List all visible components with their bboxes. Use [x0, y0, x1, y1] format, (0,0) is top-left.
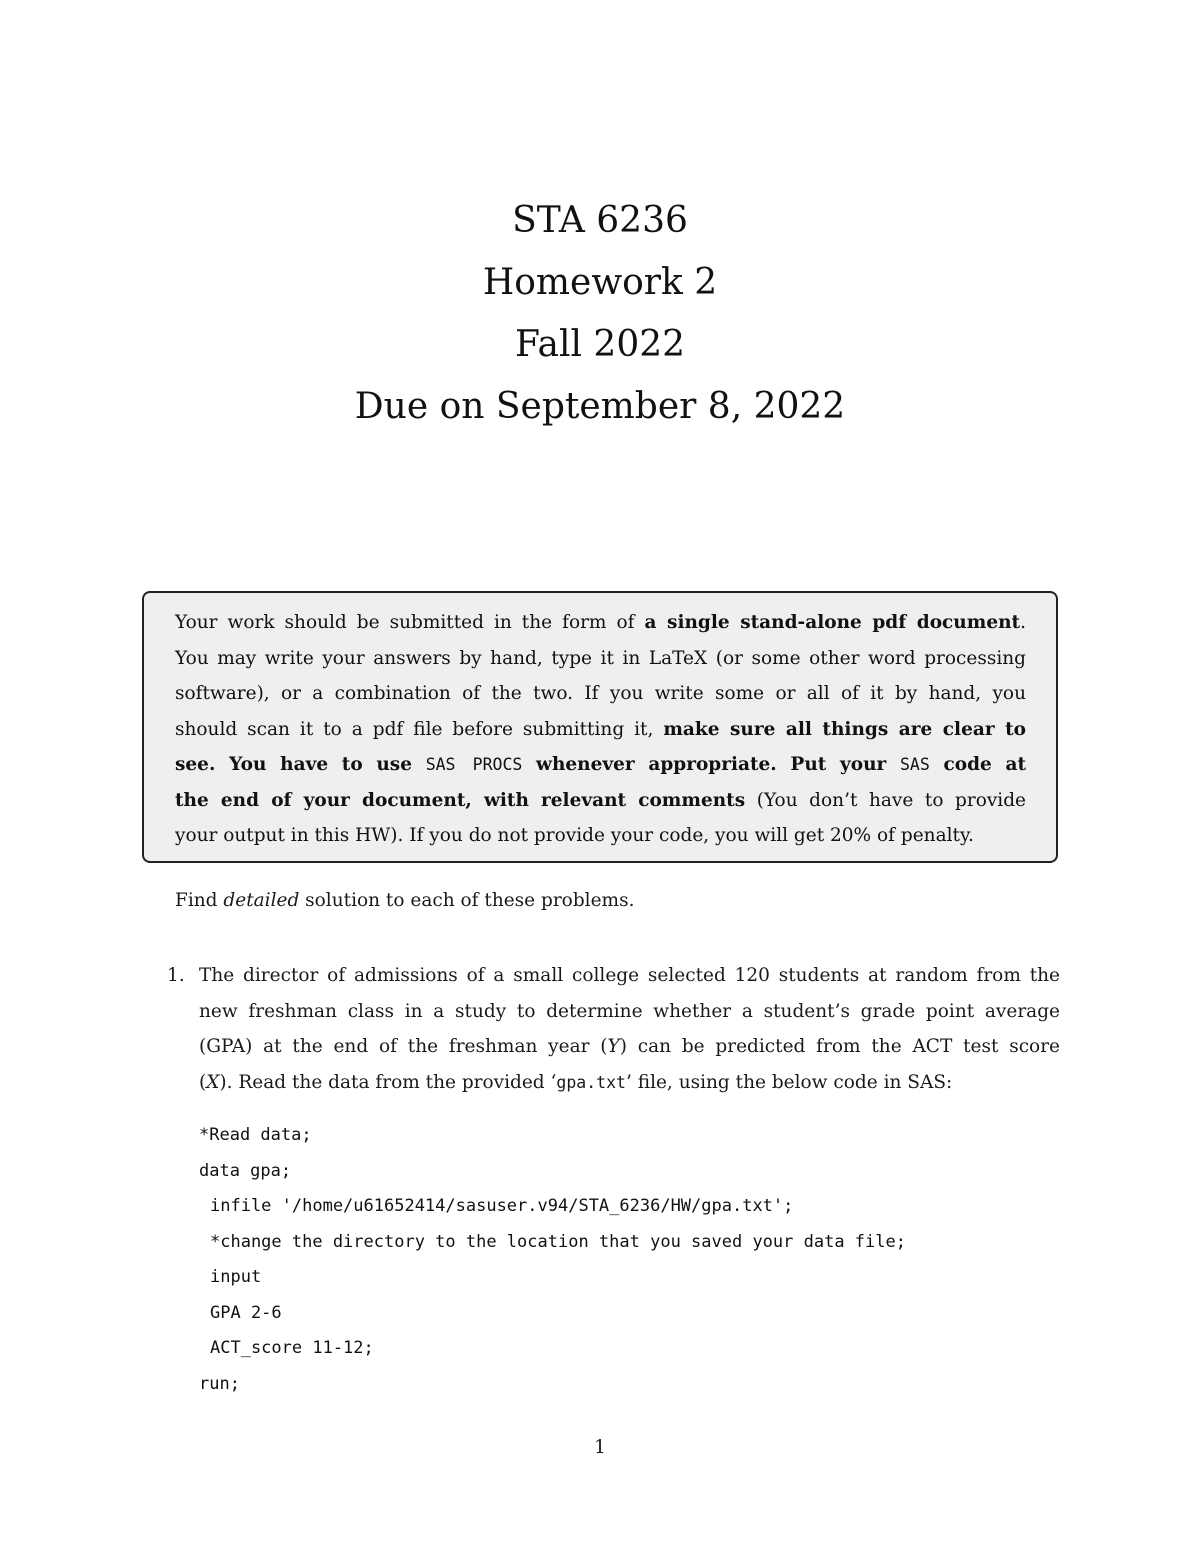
notice-line: the end of your document, with relevant comments (You don’t have to provide [175, 789, 1027, 811]
problem-statement [199, 958, 1060, 1100]
code-line: run; [199, 1373, 240, 1394]
page-number: 1 [594, 1437, 606, 1458]
notice-line: should scan it to a pdf file before submitting it, make sure all things are clear to [175, 718, 1026, 740]
code-line: GPA 2-6 [210, 1302, 282, 1323]
problem-number: 1. [167, 965, 185, 986]
problem-line: The director of admissions of a small college selected 120 students at random from the [199, 965, 1060, 986]
notice-line: software), or a combination of the two. If you write some or all of it by hand, you [175, 683, 1026, 704]
course-title: STA 6236 [512, 200, 688, 241]
term: Fall 2022 [514, 324, 686, 365]
notice-code-term: SAS PROCS [425, 755, 523, 774]
code-line: ACT_score 11-12; [210, 1338, 374, 1358]
problem-line: (X). Read the data from the provided ‘gpa.txt’ file, using the below code in SAS: [199, 1071, 953, 1093]
notice-line: see. You have to use SAS PROCS whenever appropriate. Put your SAS code at [175, 754, 1027, 775]
notice-emphasis: a single stand-alone pdf document [644, 612, 1021, 633]
emphasis: detailed [223, 890, 300, 911]
notice-line: Your work should be submitted in the form of a single stand-alone pdf document. [175, 612, 1026, 633]
problem-line: new freshman class in a study to determine whether a student’s grade point average [199, 1000, 1060, 1022]
notice-code-term: SAS [899, 755, 930, 774]
notice-line: your output in this HW). If you do not provide your code, you will get 20% of penalty. [175, 825, 974, 846]
assignment-title: Homework 2 [482, 262, 718, 303]
code-line: *change the directory to the location that you saved your data file; [210, 1231, 906, 1252]
submission-instructions-box [142, 591, 1058, 863]
title-block [0, 190, 1200, 438]
code-line: data gpa; [199, 1160, 292, 1181]
math-variable: X [206, 1071, 220, 1093]
notice-line: You may write your answers by hand, type it in LaTeX (or some other word processing [175, 647, 1026, 669]
notice-emphasis: make sure all things are clear to [663, 718, 1026, 740]
sas-code-block [199, 1118, 906, 1402]
notice-emphasis: the end of your document, with relevant comments [175, 789, 746, 811]
due-date: Due on September 8, 2022 [354, 386, 846, 427]
code-line: input [210, 1267, 262, 1287]
filename: gpa.txt [556, 1072, 626, 1092]
math-variable: Y [607, 1036, 620, 1057]
problem-1 [167, 958, 1060, 1100]
intro-text: Find detailed solution to each of these problems. [175, 890, 635, 911]
problem-line: (GPA) at the end of the freshman year (Y) can be predicted from the ACT test score [199, 1036, 1060, 1057]
code-line: infile '/home/u61652414/sasuser.v94/STA_6236/HW/gpa.txt'; [210, 1196, 794, 1216]
code-line: *Read data; [199, 1125, 312, 1145]
